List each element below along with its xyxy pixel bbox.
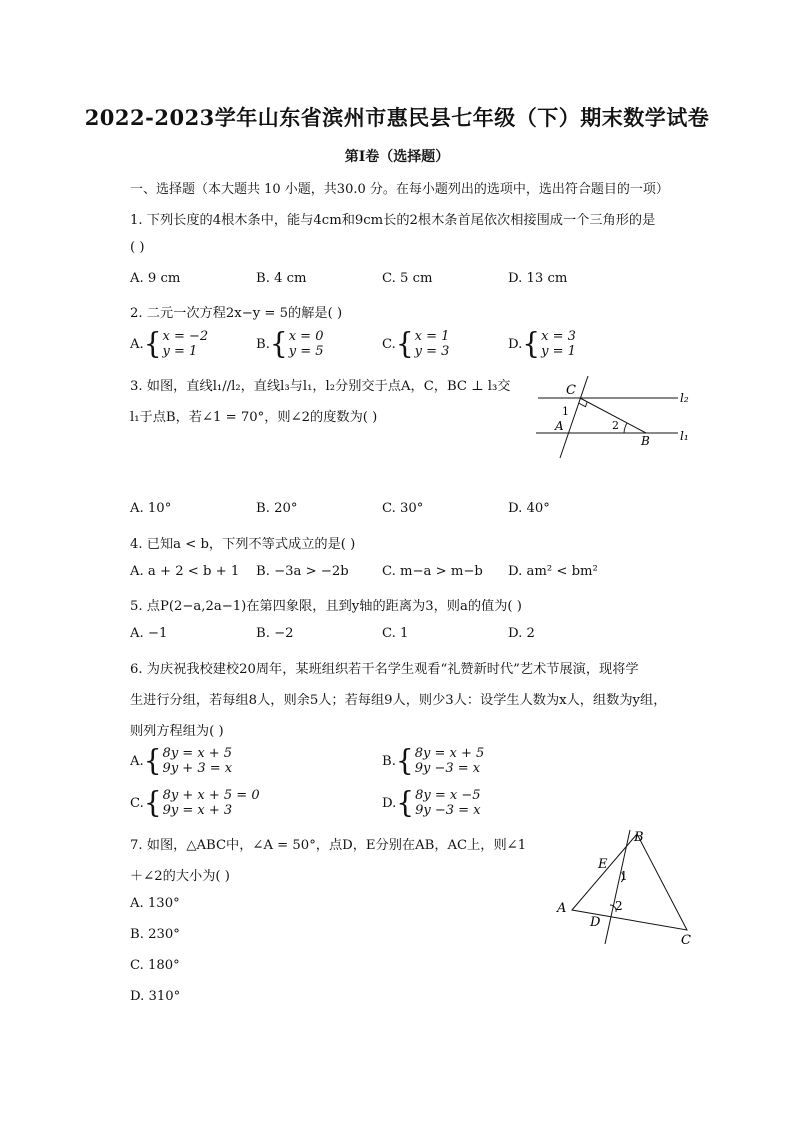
equation-line: 9y + 3 = x [162, 761, 233, 776]
equation-line: y = 5 [288, 344, 324, 359]
option-label: B. [382, 753, 396, 769]
option-label: D. [508, 336, 523, 352]
q2-option-c[interactable] [382, 326, 450, 361]
page-title: 2022-2023学年山东省滨州市惠民县七年级（下）期末数学试卷 [84, 105, 710, 130]
q1-option-c[interactable]: C. 5 cm [382, 271, 433, 286]
label-angle-1: 1 [620, 869, 628, 883]
q7-option-a[interactable]: A. 130° [130, 896, 180, 911]
option-label: A. [130, 336, 144, 352]
line-de [605, 830, 630, 944]
equation-system [415, 788, 480, 818]
q7-option-b[interactable]: B. 230° [130, 927, 180, 942]
option-label: C. [130, 795, 144, 811]
equation-line: 8y = x + 5 [162, 746, 233, 761]
q1-option-b[interactable]: B. 4 cm [256, 271, 307, 286]
label-b: B [641, 434, 650, 448]
label-l1: l₁ [680, 429, 689, 443]
equation-line: 9y = x + 3 [162, 803, 233, 818]
label-d: D [590, 915, 601, 930]
label-angle-2: 2 [612, 419, 619, 432]
equation-line: 8y = x −5 [415, 788, 481, 803]
equation-line: y = 1 [541, 344, 576, 359]
equation-line: y = 3 [414, 344, 450, 359]
section-instructions: 一、选择题（本大题共 10 小题，共30.0 分。在每小题列出的选项中，选出符合题目的一项） [130, 182, 669, 197]
q6-option-c[interactable] [130, 785, 260, 820]
angle-2-arc [624, 423, 627, 433]
q7-option-c[interactable]: C. 180° [130, 958, 180, 973]
q3-option-a[interactable]: A. 10° [130, 501, 172, 516]
q4-option-c[interactable]: C. m−a > m−b [382, 564, 483, 579]
q6-option-b[interactable] [382, 743, 485, 778]
q6-option-a[interactable] [130, 743, 233, 778]
equation-line: 8y + x + 5 = 0 [162, 788, 260, 803]
equation-line: x = −2 [162, 329, 209, 344]
option-label: D. [382, 795, 397, 811]
brace-icon: { [395, 743, 414, 778]
q1-option-a[interactable]: A. 9 cm [130, 271, 181, 286]
q5-option-b[interactable]: B. −2 [256, 626, 294, 641]
brace-icon: { [143, 326, 162, 361]
label-b: B [634, 830, 644, 845]
q2-option-d[interactable] [508, 326, 576, 361]
equation-system [289, 329, 324, 359]
q3-option-b[interactable]: B. 20° [256, 501, 298, 516]
equation-line: 9y −3 = x [415, 803, 481, 818]
question-6-stem-cont: 生进行分组，若每组8人，则余5人；若每组9人，则少3人：设学生人数为x人，组数为y组， [130, 693, 667, 708]
label-a: A [557, 901, 567, 916]
question-7-stem-cont: ＋∠2的大小为( ) [130, 869, 230, 884]
equation-line: 8y = x + 5 [414, 746, 485, 761]
question-1-stem: 1. 下列长度的4根木条中，能与4cm和9cm长的2根木条首尾依次相接围成一个三角形的是 [130, 213, 656, 228]
equation-system [163, 329, 209, 359]
question-7-stem: 7. 如图，△ABC中，∠A = 50°，点D，E分别在AB，AC上，则∠1 [130, 838, 527, 853]
q2-option-a[interactable] [130, 326, 209, 361]
question-6-stem-end: 则列方程组为( ) [130, 724, 224, 739]
q4-option-b[interactable]: B. −3a > −2b [256, 564, 349, 579]
equation-line: 9y −3 = x [414, 761, 481, 776]
right-angle-mark [579, 402, 588, 406]
equation-line: x = 0 [288, 329, 324, 344]
equation-system [415, 746, 485, 776]
question-5-stem: 5. 点P(2−a,2a−1)在第四象限，且到y轴的距离为3，则a的值为( ) [130, 599, 522, 614]
q4-option-a[interactable]: A. a + 2 < b + 1 [130, 564, 240, 579]
label-c: C [566, 383, 576, 398]
brace-icon: { [143, 785, 162, 820]
label-l2: l₂ [680, 391, 689, 405]
q6-option-d[interactable] [382, 785, 481, 820]
equation-line: x = 1 [414, 329, 450, 344]
equation-line: x = 3 [541, 329, 576, 344]
option-label: C. [382, 336, 396, 352]
question-6-stem: 6. 为庆祝我校建校20周年，某班组织若干名学生观看“礼赞新时代”艺术节展演，现将学 [130, 662, 639, 677]
q7-option-d[interactable]: D. 310° [130, 989, 181, 1004]
brace-icon: { [269, 326, 288, 361]
q5-option-d[interactable]: D. 2 [508, 626, 535, 641]
q2-option-b[interactable] [256, 326, 324, 361]
q3-option-c[interactable]: C. 30° [382, 501, 424, 516]
brace-icon: { [395, 326, 414, 361]
equation-system [163, 788, 260, 818]
option-label: A. [130, 753, 144, 769]
brace-icon: { [396, 785, 415, 820]
q5-option-c[interactable]: C. 1 [382, 626, 409, 641]
brace-icon: { [522, 326, 541, 361]
question-3-stem: 3. 如图，直线l₁//l₂，直线l₃与l₁，l₂分别交于点A，C，BC ⊥ l₃交 [130, 379, 511, 394]
equation-system [163, 746, 233, 776]
q3-option-d[interactable]: D. 40° [508, 501, 550, 516]
question-2-stem: 2. 二元一次方程2x−y = 5的解是( ) [130, 306, 343, 321]
q1-option-d[interactable]: D. 13 cm [508, 271, 568, 286]
option-label: B. [256, 336, 270, 352]
equation-system [541, 329, 576, 359]
q4-option-d[interactable]: D. am² < bm² [508, 564, 598, 579]
equation-line: y = 1 [162, 344, 198, 359]
label-a: A [555, 419, 564, 433]
label-angle-1: 1 [562, 405, 569, 418]
brace-icon: { [143, 743, 162, 778]
label-c: C [681, 933, 691, 948]
q7-figure [550, 826, 710, 950]
question-3-stem-cont: l₁于点B，若∠1 = 70°，则∠2的度数为( ) [130, 410, 378, 425]
question-4-stem: 4. 已知a < b，下列不等式成立的是( ) [130, 537, 356, 552]
q5-option-a[interactable]: A. −1 [130, 626, 168, 641]
question-1-blank: ( ) [130, 240, 145, 255]
equation-system [415, 329, 450, 359]
label-angle-2: 2 [615, 899, 623, 913]
label-e: E [598, 857, 608, 872]
q3-figure [528, 372, 698, 464]
section-subtitle: 第Ⅰ卷（选择题） [344, 149, 450, 165]
